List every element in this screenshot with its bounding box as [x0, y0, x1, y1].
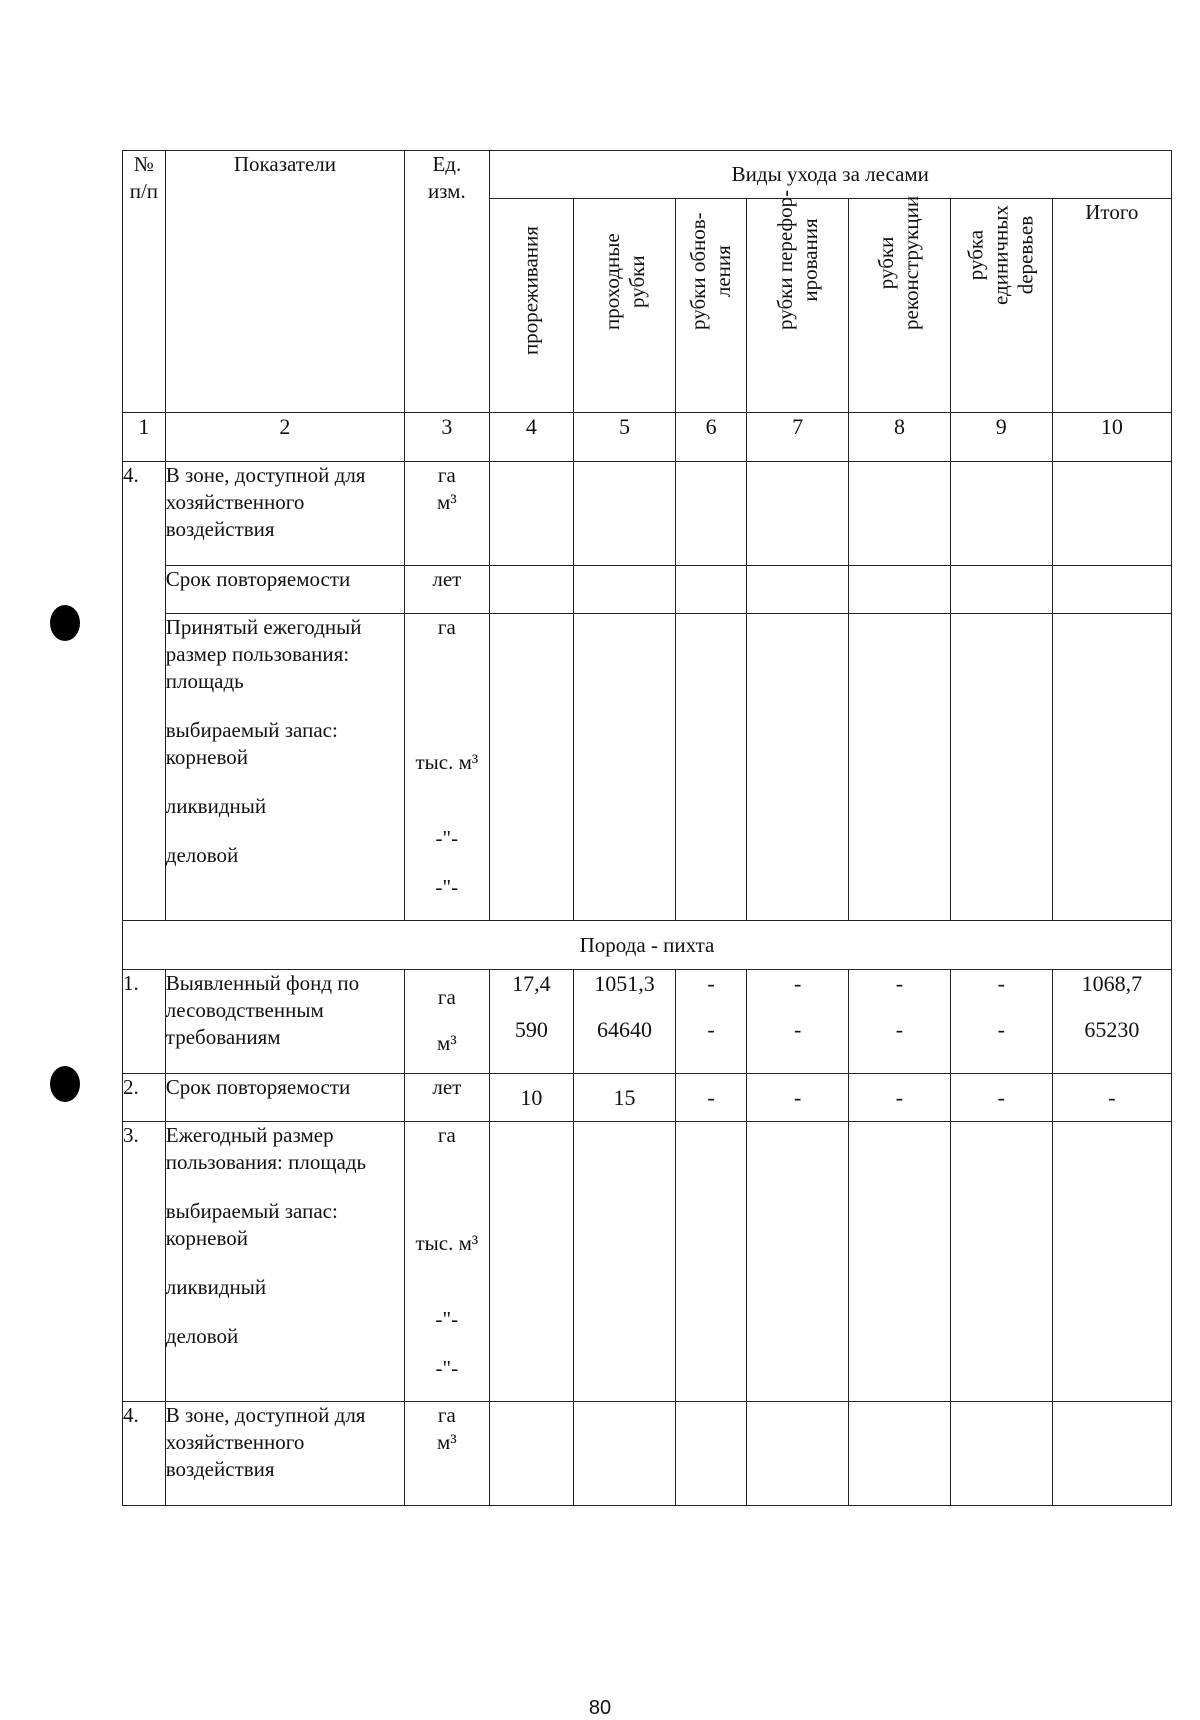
column-number: 6 [675, 413, 746, 462]
value-reconstruction-cutting: - [849, 1074, 951, 1122]
value-total: 1068,7 65230 [1052, 970, 1171, 1074]
column-number: 5 [574, 413, 676, 462]
column-number: 3 [405, 413, 490, 462]
header-type-reformation-cutting: рубки перефор- ирования [747, 199, 849, 413]
prev-accessible-zone-row [123, 462, 1172, 566]
species-band: Порода - пихта [123, 921, 1172, 970]
fir-repeat-period-row [123, 1074, 1172, 1122]
column-number: 8 [849, 413, 951, 462]
row-number: 3. [123, 1122, 166, 1402]
value-reconstruction-cutting: - - [849, 970, 951, 1074]
value-single-tree-cutting: - - [950, 970, 1052, 1074]
row-label: В зоне, доступной для хозяйственного воздействия [165, 462, 404, 566]
column-number: 1 [123, 413, 166, 462]
header-type-passage-cutting: проходные рубки [574, 199, 676, 413]
header-type-single-tree-cutting: рубка единичных deревьев [950, 199, 1052, 413]
punch-hole-top [50, 605, 80, 641]
row-unit: га тыс. м³ -"- -"- [405, 614, 490, 921]
row-label: Срок повторяемости [165, 1074, 404, 1122]
header-unit: Ед. изм. [405, 151, 490, 413]
header-type-thinning: прореживания [489, 199, 574, 413]
header-indicator: Показатели [165, 151, 404, 413]
fir-identified-fund-row [123, 970, 1172, 1074]
punch-hole-bottom [50, 1066, 80, 1102]
row-label: Принятый ежегодный размер пользования: площадь выбираемый запас: корневой ликвидный деловой [165, 614, 404, 921]
row-unit: га м³ [405, 1402, 490, 1506]
value-passage-cutting: 1051,3 64640 [574, 970, 676, 1074]
value-reformation-cutting: - [747, 1074, 849, 1122]
value-renewal-cutting: - [675, 1074, 746, 1122]
value-reformation-cutting: - - [747, 970, 849, 1074]
row-label: Выявленный фонд по лесоводственным требованиям [165, 970, 404, 1074]
value-thinning: 10 [489, 1074, 574, 1122]
row-unit: га м³ [405, 462, 490, 566]
header-row-1 [123, 151, 1172, 199]
row-unit: лет [405, 566, 490, 614]
species-band-row [123, 921, 1172, 970]
row-number: 4. [123, 1402, 166, 1506]
value-single-tree-cutting: - [950, 1074, 1052, 1122]
column-number: 10 [1052, 413, 1171, 462]
column-number: 4 [489, 413, 574, 462]
value-passage-cutting: 15 [574, 1074, 676, 1122]
row-label: Ежегодный размер пользования: площадь выбираемый запас: корневой ликвидный деловой [165, 1122, 404, 1402]
column-number: 7 [747, 413, 849, 462]
value-total: - [1052, 1074, 1171, 1122]
row-number: 1. [123, 970, 166, 1074]
header-type-reconstruction-cutting: рубки реконструкции [849, 199, 951, 413]
page-number: 80 [588, 1697, 612, 1719]
row-number: 4. [123, 462, 166, 921]
fir-annual-use-row [123, 1122, 1172, 1402]
prev-accepted-annual-use-row [123, 614, 1172, 921]
value-thinning: 17,4 590 [489, 970, 574, 1074]
column-number-row [123, 413, 1172, 462]
row-unit: га тыс. м³ -"- -"- [405, 1122, 490, 1402]
row-number: 2. [123, 1074, 166, 1122]
row-label: В зоне, доступной для хозяйственного воздействия [165, 1402, 404, 1506]
header-type-renewal-cutting: рубки обнов- ления [675, 199, 746, 413]
row-label: Срок повторяемости [165, 566, 404, 614]
header-no: № п/п [123, 151, 166, 413]
header-care-types: Виды ухода за лесами [489, 151, 1171, 199]
column-number: 9 [950, 413, 1052, 462]
fir-accessible-zone-row [123, 1402, 1172, 1506]
column-number: 2 [165, 413, 404, 462]
row-unit: лет [405, 1074, 490, 1122]
header-total: Итого [1052, 199, 1171, 413]
row-unit: га м³ [405, 970, 490, 1074]
forest-care-table [122, 150, 1172, 1506]
value-renewal-cutting: - - [675, 970, 746, 1074]
prev-repeat-period-row [123, 566, 1172, 614]
